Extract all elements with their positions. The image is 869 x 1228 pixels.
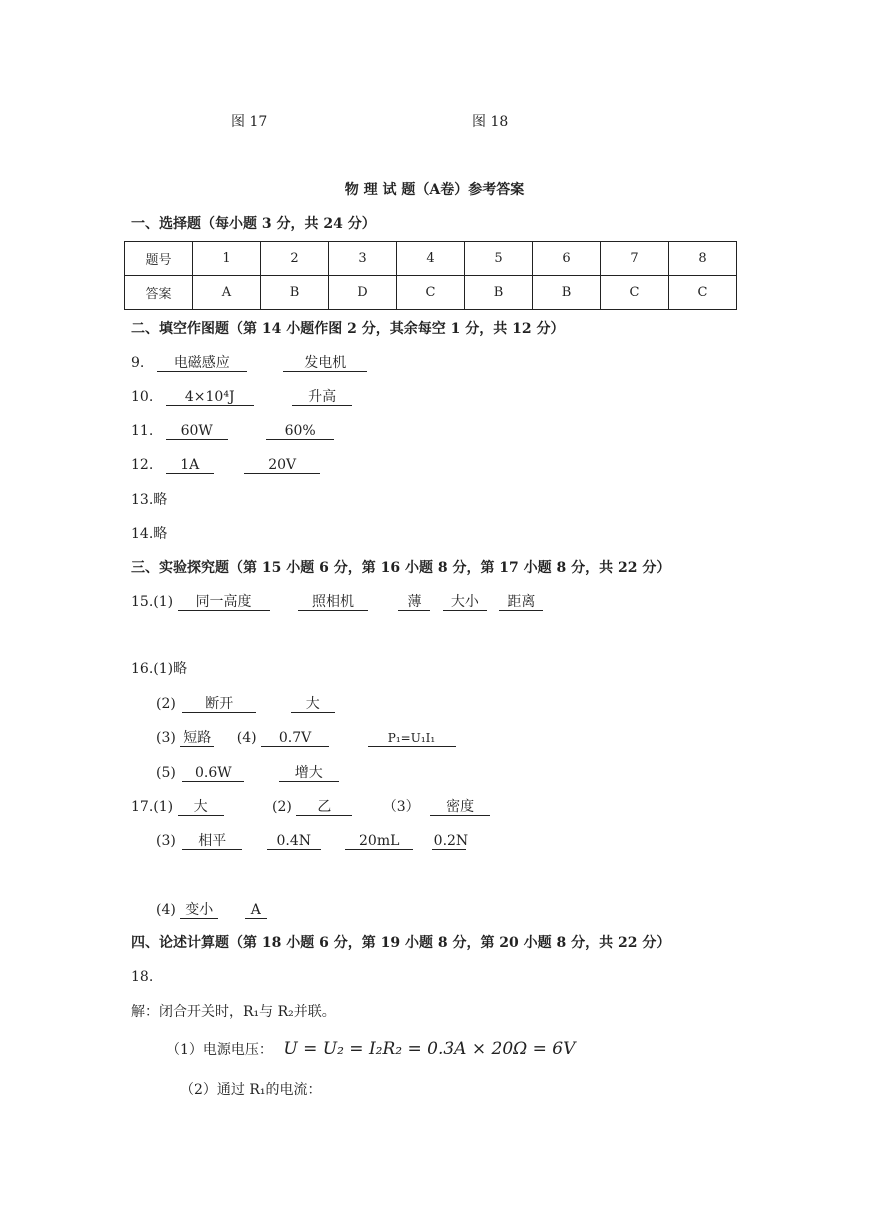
answer-line-16-3 <box>156 729 456 747</box>
part-label: （3） <box>382 799 420 815</box>
step-label: （1）电源电压： <box>166 1042 273 1058</box>
figure-17-label: 图 17 <box>231 114 268 130</box>
answer-table <box>124 241 737 310</box>
solution-step-2: （2）通过 R₁的电流： <box>180 1082 322 1098</box>
table-cell: B <box>533 276 601 310</box>
part-label: (3) <box>156 730 176 746</box>
table-row <box>125 242 737 276</box>
figure-18-label: 图 18 <box>472 114 509 130</box>
section2-heading: 二、填空作图题（第 14 小题作图 2 分，其余每空 1 分，共 12 分） <box>131 321 565 337</box>
table-cell: C <box>397 276 465 310</box>
answer-line-10 <box>131 388 352 406</box>
answer-line-9 <box>131 354 367 372</box>
blank-answer: 同一高度 <box>178 594 270 611</box>
blank-answer: 断开 <box>182 696 256 713</box>
question-number: 12. <box>131 457 154 473</box>
part-label: (4) <box>236 730 257 746</box>
table-cell: B <box>261 276 329 310</box>
blank-answer: 20V <box>244 457 320 474</box>
blank-answer: 0.6W <box>182 765 244 782</box>
blank-answer: 大 <box>178 799 224 816</box>
question-number: 11. <box>131 423 154 439</box>
table-cell: 7 <box>601 242 669 276</box>
blank-answer: 60% <box>266 423 334 440</box>
blank-answer: 大 <box>291 696 335 713</box>
blank-answer: 发电机 <box>283 355 367 372</box>
answer-line-16-1: 16.(1)略 <box>131 661 188 677</box>
blank-answer: 密度 <box>430 799 490 816</box>
table-cell: 2 <box>261 242 329 276</box>
blank-answer: 薄 <box>398 594 430 611</box>
question-number: 9. <box>131 355 145 371</box>
part-label: (5) <box>156 765 176 781</box>
table-cell: 5 <box>465 242 533 276</box>
blank-answer: 距离 <box>499 594 543 611</box>
table-cell: 8 <box>669 242 737 276</box>
blank-answer: 0.4N <box>267 833 321 850</box>
table-cell: A <box>193 276 261 310</box>
part-label: (3) <box>156 833 176 849</box>
question-number: 15.(1) <box>131 594 174 610</box>
blank-answer: 20mL <box>345 833 413 850</box>
question-number: 10. <box>131 389 154 405</box>
answer-line-13: 13.略 <box>131 492 168 508</box>
table-cell: C <box>601 276 669 310</box>
blank-answer: 0.2N <box>433 833 469 849</box>
blank-answer: 60W <box>166 423 228 440</box>
blank-answer: A <box>245 902 267 919</box>
solution-intro: 解：闭合开关时，R₁与 R₂并联。 <box>131 1004 336 1020</box>
blank-answer: 电磁感应 <box>157 355 247 372</box>
solution-step-1 <box>166 1040 575 1059</box>
page-title: 物 理 试 题（A卷）参考答案 <box>344 182 525 198</box>
table-cell: 1 <box>193 242 261 276</box>
blank-answer: 相平 <box>182 833 242 850</box>
blank-answer: 升高 <box>292 389 352 406</box>
answer-line-16-2 <box>156 695 335 713</box>
part-label: (2) <box>272 799 292 815</box>
part-label: (4) <box>156 902 176 918</box>
blank-answer: 乙 <box>296 799 352 816</box>
table-cell: C <box>669 276 737 310</box>
answer-line-16-5 <box>156 764 339 782</box>
answer-line-15 <box>131 593 543 611</box>
table-cell: 3 <box>329 242 397 276</box>
blank-answer: 1A <box>166 457 214 474</box>
blank-answer: 增大 <box>279 765 339 782</box>
answer-line-12 <box>131 456 320 474</box>
blank-answer: 短路 <box>180 730 214 747</box>
blank-answer: 变小 <box>180 902 218 919</box>
blank-answer: 照相机 <box>298 594 368 611</box>
blank-answer: 4×10⁴J <box>166 389 254 406</box>
table-cell: 6 <box>533 242 601 276</box>
table-cell: B <box>465 276 533 310</box>
table-cell: 4 <box>397 242 465 276</box>
part-label: (2) <box>156 696 176 712</box>
blank-answer: 大小 <box>443 594 487 611</box>
table-cell: D <box>329 276 397 310</box>
answer-line-11 <box>131 422 334 440</box>
answer-line-17-4 <box>156 901 267 919</box>
table-row <box>125 276 737 310</box>
blank-answer: 0.7V <box>261 730 329 747</box>
table-cell: 答案 <box>125 276 193 310</box>
answer-line-14: 14.略 <box>131 526 168 542</box>
answer-line-18: 18. <box>131 969 154 985</box>
section3-heading: 三、实验探究题（第 15 小题 6 分，第 16 小题 8 分，第 17 小题 8 分，共 22 分） <box>131 560 671 576</box>
answer-line-17 <box>131 798 490 816</box>
formula: U = U₂ = I₂R₂ = 0.3A × 20Ω = 6V <box>283 1039 576 1059</box>
table-cell: 题号 <box>125 242 193 276</box>
blank-answer: P₁=U₁I₁ <box>368 730 456 747</box>
answer-line-17-3 <box>156 832 469 850</box>
section4-heading: 四、论述计算题（第 18 小题 6 分，第 19 小题 8 分，第 20 小题 8 分，共 22 分） <box>131 935 671 951</box>
section1-heading: 一、选择题（每小题 3 分，共 24 分） <box>131 216 376 232</box>
question-number: 17.(1) <box>131 799 174 815</box>
